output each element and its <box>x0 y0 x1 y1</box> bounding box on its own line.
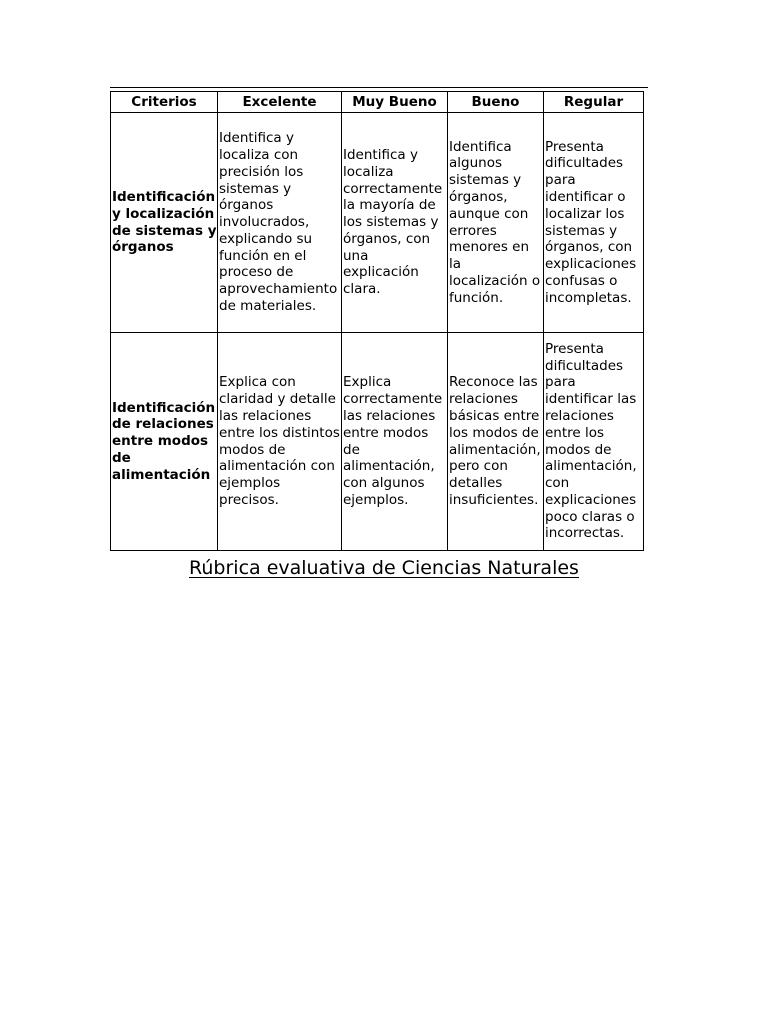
criterion-cell: Identificación y localización de sistemas y órganos <box>111 113 218 333</box>
rubric-table <box>110 91 644 551</box>
header-regular: Regular <box>544 92 644 113</box>
table-caption: Rúbrica evaluativa de Ciencias Naturales <box>189 557 579 579</box>
header-excelente: Excelente <box>218 92 342 113</box>
bueno-cell: Identifica algunos sistemas y órganos, aunque con errores menores en la localización o función. <box>448 113 544 333</box>
header-criterios: Criterios <box>111 92 218 113</box>
top-rule <box>110 87 648 88</box>
header-muy-bueno: Muy Bueno <box>342 92 448 113</box>
header-bueno: Bueno <box>448 92 544 113</box>
regular-cell: Presenta dificultades para identificar o localizar los sistemas y órganos, con explicaciones confusas o incompletas. <box>544 113 644 333</box>
bueno-cell: Reconoce las relaciones básicas entre los modos de alimentación, pero con detalles insuficientes. <box>448 333 544 551</box>
table-row <box>111 333 644 551</box>
regular-cell: Presenta dificultades para identificar las relaciones entre los modos de alimentación, con explicaciones poco claras o incorrectas. <box>544 333 644 551</box>
table-row <box>111 113 644 333</box>
muy-bueno-cell: Explica correctamente las relaciones entre modos de alimentación, con algunos ejemplos. <box>342 333 448 551</box>
criterion-cell: Identificación de relaciones entre modos de alimentación <box>111 333 218 551</box>
excelente-cell: Identifica y localiza con precisión los sistemas y órganos involucrados, explicando su función en el proceso de aprovechamiento de materiales. <box>218 113 342 333</box>
table-header-row <box>111 92 644 113</box>
excelente-cell: Explica con claridad y detalle las relaciones entre los distintos modos de alimentación con ejemplos precisos. <box>218 333 342 551</box>
muy-bueno-cell: Identifica y localiza correctamente la mayoría de los sistemas y órganos, con una explicación clara. <box>342 113 448 333</box>
